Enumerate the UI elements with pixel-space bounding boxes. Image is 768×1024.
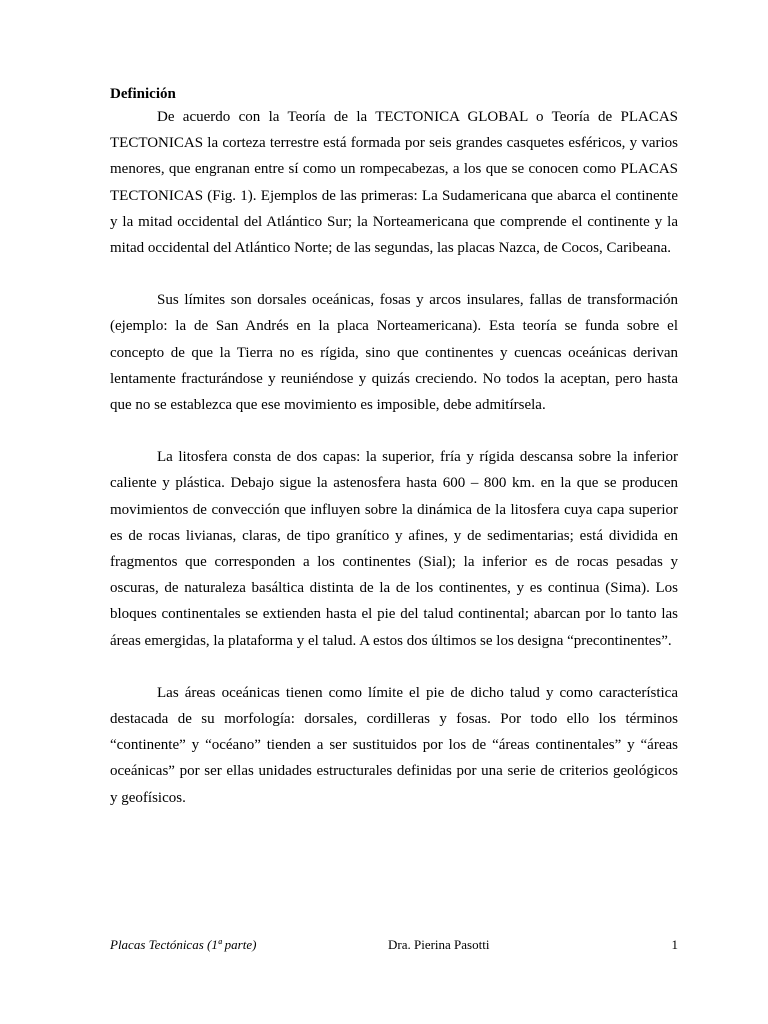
paragraph-3: La litosfera consta de dos capas: la superior, fría y rígida descansa sobre la inferior caliente y plástica. Debajo sigue la astenosfera hasta 600 – 800 km. en la que se producen movimientos de convección que influyen sobre la dinámica de la litosfera cuya capa superior es de rocas livianas, claras, de tipo granítico y afines, y de sedimentarias; está dividida en fragmentos que corresponden a los continentes (Sial); la inferior es de rocas pesadas y oscuras, de naturaleza basáltica distinta de la de los continentes, y es continua (Sima). Los bloques continentales se extienden hasta el pie del talud continental; abarcan por lo tanto las áreas emergidas, la plataforma y el talud. A estos dos últimos se los designa “precontinentes”. [110, 449, 678, 649]
paragraph-1: De acuerdo con la Teoría de la TECTONICA GLOBAL o Teoría de PLACAS TECTONICAS la corteza terrestre está formada por seis grandes casquetes esféricos, y varios menores, que engranan entre sí como un rompecabezas, a los que se conocen como PLACAS TECTONICAS (Fig. 1). Ejemplos de las primeras: La Sudamericana que abarca el continente y la mitad occidental del Atlántico Sur; la Norteamericana que comprende el continente y la mitad occidental del Atlántico Norte; de las segundas, las placas Nazca, de Cocos, Caribeana. [110, 109, 678, 257]
section-heading: Definición [110, 86, 176, 102]
footer-title: Placas Tectónicas (1ª parte) [110, 937, 257, 952]
paragraph-4: Las áreas oceánicas tienen como límite el pie de dicho talud y como característica destacada de su morfología: dorsales, cordilleras y fosas. Por todo ello los términos “continente” y “océano” tienden a ser sustituidos por los de “áreas continentales” y “áreas oceánicas” por ser ellas unidades estructurales definidas por una serie de criterios geológicos y geofísicos. [110, 684, 678, 806]
page-number: 1 [671, 937, 678, 952]
document-body [110, 84, 678, 811]
page-footer [110, 936, 678, 954]
paragraph-2: Sus límites son dorsales oceánicas, fosas y arcos insulares, fallas de transformación (ejemplo: la de San Andrés en la placa Norteamericana). Esta teoría se funda sobre el concepto de que la Tierra no es rígida, sino que continentes y cuencas oceánicas derivan lentamente fracturándose y reuniéndose y quizás creciendo. No todos la aceptan, pero hasta que no se establezca que ese movimiento es imposible, debe admitírsela. [110, 292, 678, 414]
footer-author: Dra. Pierina Pasotti [388, 937, 490, 952]
